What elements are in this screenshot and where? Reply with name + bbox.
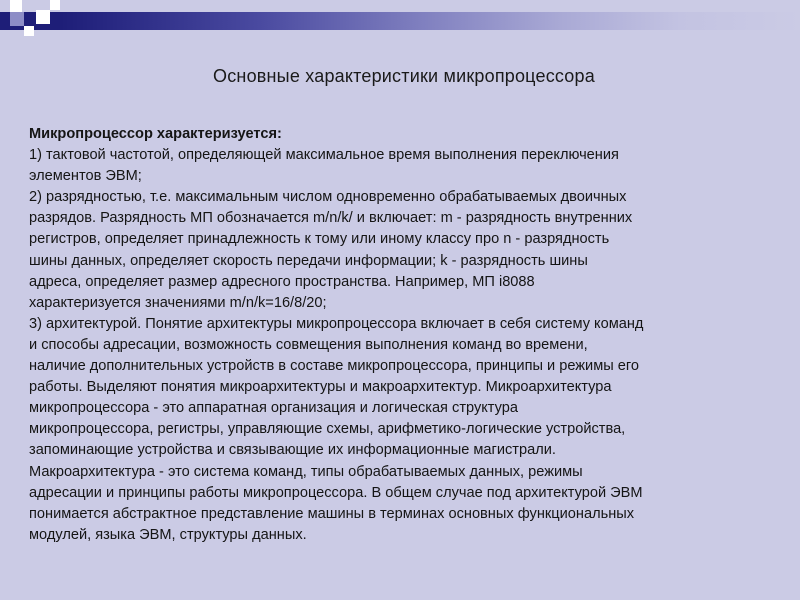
body-line: шины данных, определяет скорость передачи информации; k - разрядность шины xyxy=(29,252,588,269)
body-line: Макроархитектура - это система команд, типы обрабатываемых данных, режимы xyxy=(29,463,583,480)
body-line: понимается абстрактное представление машины в терминах основных функциональных xyxy=(29,505,635,522)
slide-body xyxy=(29,124,781,546)
body-line: микропроцессора - это аппаратная организация и логическая структура xyxy=(29,400,519,417)
body-line: наличие дополнительных устройств в составе микропроцессора, принципы и режимы его xyxy=(29,358,640,375)
body-line: адреса, определяет размер адресного пространства. Например, МП i8088 xyxy=(29,273,535,290)
slide-title: Основные характеристики микропроцессора xyxy=(213,66,595,86)
decorative-square xyxy=(36,10,50,24)
body-line: 2) разрядностью, т.е. максимальным числом одновременно обрабатываемых двоичных xyxy=(29,189,627,206)
decorative-square xyxy=(24,26,34,36)
body-line: работы. Выделяют понятия микроархитектуры и макроархитектур. Микроархитектура xyxy=(29,379,612,396)
body-line: запоминающие устройства и связывающие их информационные магистрали. xyxy=(29,442,556,459)
body-line: разрядов. Разрядность МП обозначается m/n/k/ и включает: m - разрядность внутренних xyxy=(29,210,633,227)
decorative-square xyxy=(10,0,22,12)
body-line: регистров, определяет принадлежность к тому или иному классу про n - разрядность xyxy=(29,231,610,248)
body-line: и способы адресации, возможность совмещения выполнения команд во времени, xyxy=(29,336,588,353)
band-top-gap xyxy=(0,0,800,12)
decorative-square xyxy=(50,0,60,10)
body-line: элементов ЭВМ; xyxy=(29,168,142,185)
band-bottom-gap xyxy=(0,30,800,40)
body-lead: Микропроцессор характеризуется: xyxy=(29,126,282,142)
body-line: модулей, языка ЭВМ, структуры данных. xyxy=(29,526,307,543)
body-line: 1) тактовой частотой, определяющей максимальное время выполнения переключения xyxy=(29,147,619,164)
body-line: характеризуется значениями m/n/k=16/8/20; xyxy=(29,294,327,311)
body-line: 3) архитектурой. Понятие архитектуры микропроцессора включает в себя систему команд xyxy=(29,315,644,332)
body-line: адресации и принципы работы микропроцессора. В общем случае под архитектурой ЭВМ xyxy=(29,484,643,501)
decorative-square xyxy=(0,12,10,30)
body-line: микропроцессора, регистры, управляющие схемы, арифметико-логические устройства, xyxy=(29,421,626,438)
decorative-square xyxy=(10,12,24,26)
